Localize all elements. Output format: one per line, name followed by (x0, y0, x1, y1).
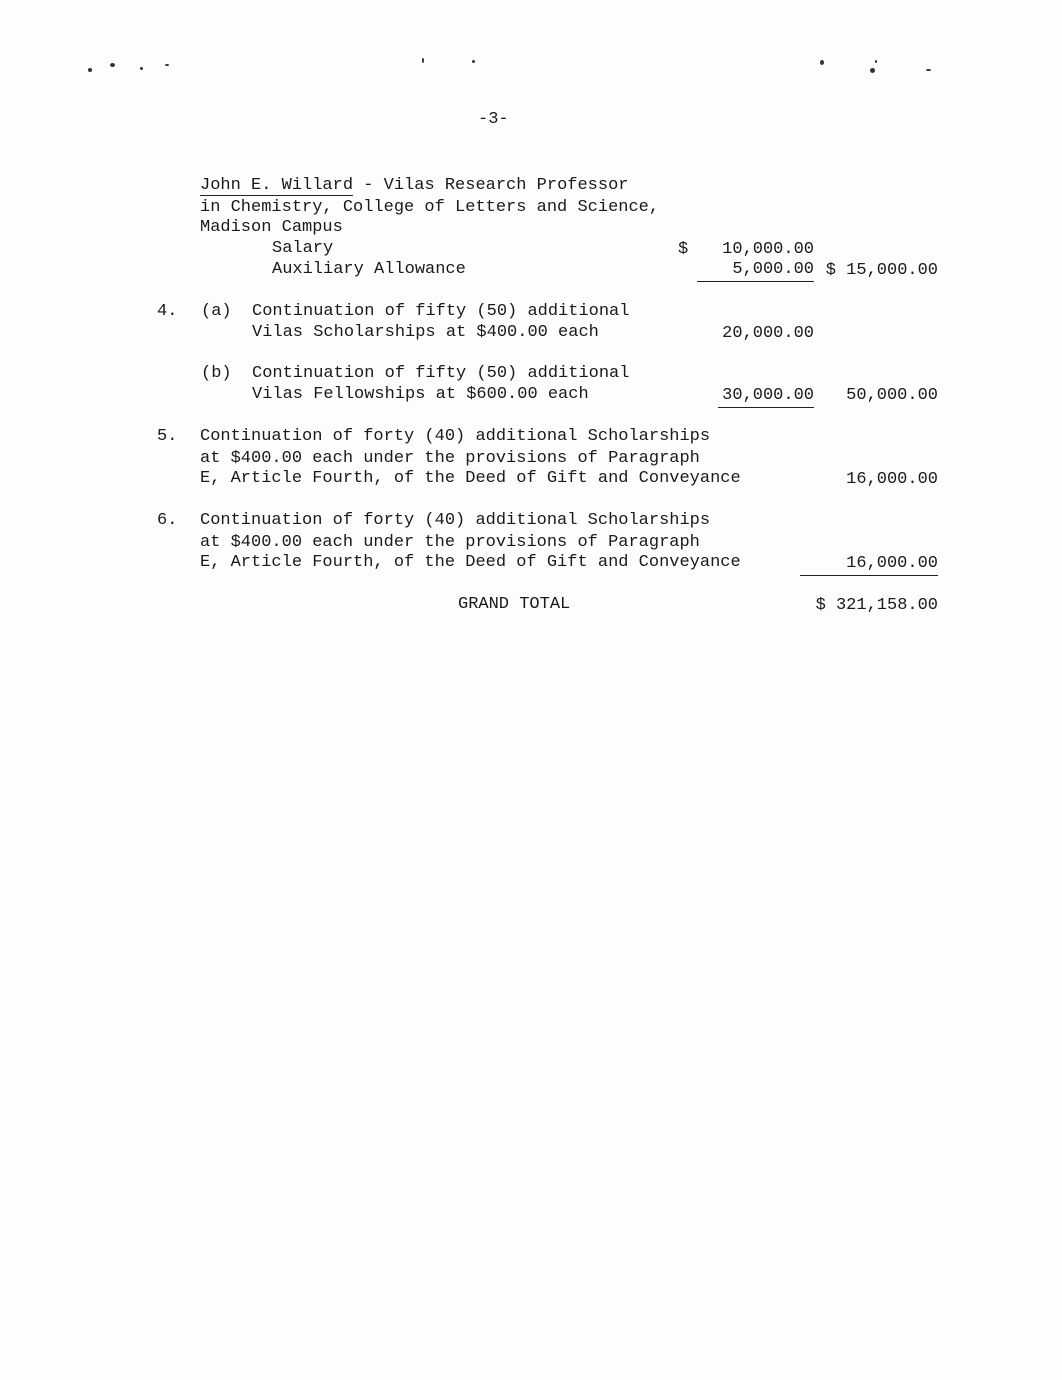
professor-name: John E. Willard (200, 176, 354, 195)
grand-total-value: $ 321,158.00 (815, 596, 938, 615)
professor-title: - Vilas Research Professor (353, 176, 629, 195)
willard-title-line2: in Chemistry, College of Letters and Science, (200, 198, 660, 217)
item6-line2: at $400.00 each under the provisions of Paragraph (200, 533, 700, 552)
scan-speck (88, 68, 92, 72)
subtotal-underline (697, 281, 814, 282)
willard-title-line1 (200, 176, 628, 196)
salary-label: Salary (272, 239, 334, 258)
item4b-line2: Vilas Fellowships at $600.00 each (252, 385, 589, 404)
item6-line3: E, Article Fourth, of the Deed of Gift and Conveyance (200, 553, 741, 572)
willard-total: $ 15,000.00 (825, 261, 938, 280)
item5-line2: at $400.00 each under the provisions of Paragraph (200, 449, 700, 468)
scan-speck (472, 60, 475, 63)
page-number: -3- (478, 110, 509, 129)
item6-number: 6. (157, 511, 178, 530)
scan-speck (875, 60, 877, 63)
item4-number: 4. (157, 302, 178, 321)
item4b-letter: (b) (201, 364, 232, 383)
item4a-line2: Vilas Scholarships at $400.00 each (252, 323, 599, 342)
grand-total-label: GRAND TOTAL (458, 595, 571, 614)
item6-underline (800, 575, 938, 576)
item4b-amount: 30,000.00 (722, 386, 814, 405)
scan-speck (165, 64, 169, 66)
scan-speck (870, 68, 875, 73)
item6-total: 16,000.00 (846, 554, 938, 573)
item5-line1: Continuation of forty (40) additional Scholarships (200, 427, 711, 446)
salary-value: 10,000.00 (722, 240, 814, 259)
scan-speck (820, 60, 824, 65)
item6-line1: Continuation of forty (40) additional Scholarships (200, 511, 711, 530)
item4b-line1: Continuation of fifty (50) additional (252, 364, 630, 383)
item5-total: 16,000.00 (846, 470, 938, 489)
salary-currency: $ (678, 240, 689, 259)
item4a-amount: 20,000.00 (722, 324, 814, 343)
scan-speck (422, 58, 424, 63)
aux-allowance-value: 5,000.00 (732, 260, 814, 279)
item5-number: 5. (157, 427, 178, 446)
scan-speck (140, 67, 143, 70)
item5-line3: E, Article Fourth, of the Deed of Gift and Conveyance (200, 469, 741, 488)
item4a-letter: (a) (201, 302, 232, 321)
item4a-line1: Continuation of fifty (50) additional (252, 302, 630, 321)
willard-title-line3: Madison Campus (200, 218, 343, 237)
aux-allowance-label: Auxiliary Allowance (272, 260, 466, 279)
item4-total: 50,000.00 (846, 386, 938, 405)
item4b-underline (718, 407, 814, 408)
scan-speck (110, 63, 115, 67)
scan-speck (926, 69, 931, 71)
